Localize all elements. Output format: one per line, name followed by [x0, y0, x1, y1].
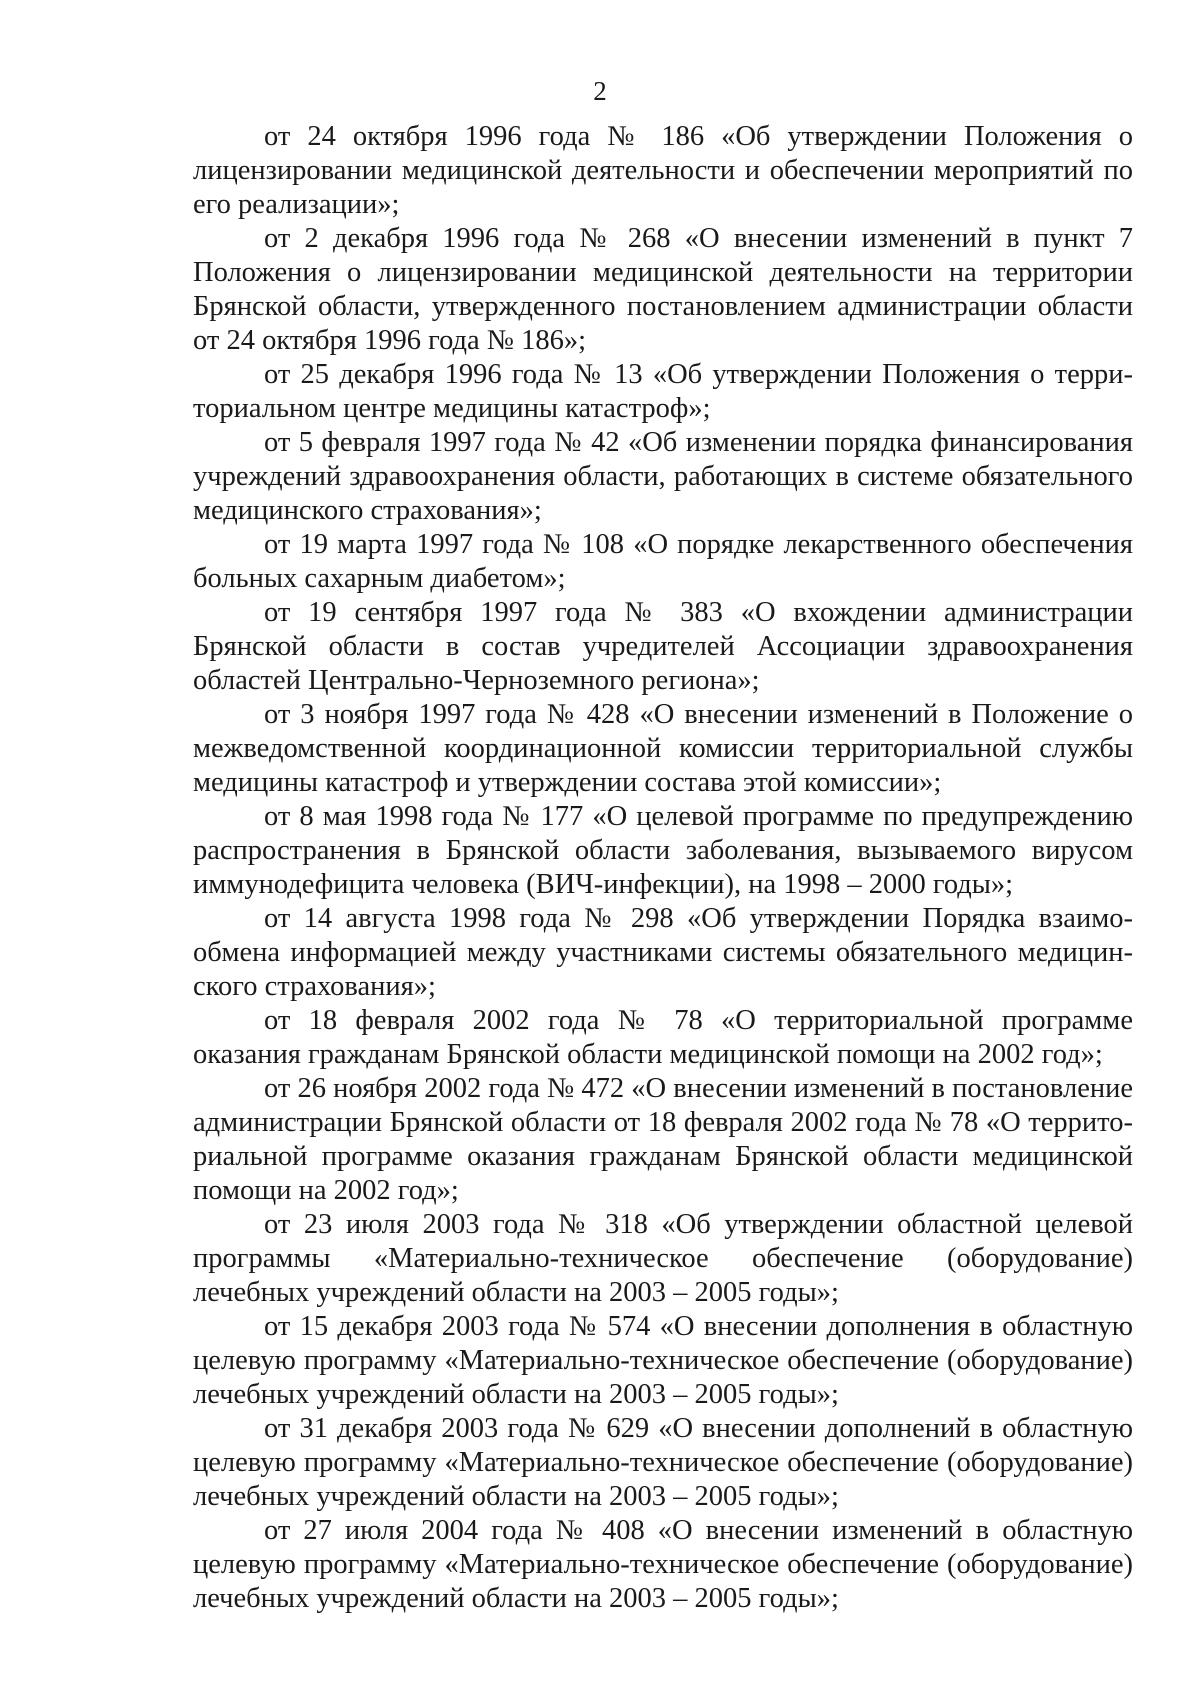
- page-number: 2: [593, 76, 607, 106]
- list-item: от 14 августа 1998 года № 298 «Об утверждении Порядка взаимообмена информацией между участниками системы обязательного медицинского страхования»;: [193, 903, 1133, 1002]
- document-body: [193, 120, 1133, 1616]
- list-item: от 19 марта 1997 года № 108 «О порядке лекарственного обеспечения больных сахарным диабетом»;: [193, 529, 1133, 594]
- list-item: от 31 декабря 2003 года № 629 «О внесении дополнений в областную целевую программу «Материально-техническое обеспечение (оборудование) лечебных учреждений области на 2003 – 2005 годы»;: [193, 1413, 1133, 1512]
- list-item: от 19 сентября 1997 года № 383 «О вхождении администрации Брянской области в состав учредителей Ассоциации здравоохранения областей Центрально-Черноземного региона»;: [193, 597, 1133, 696]
- list-item: от 2 декабря 1996 года № 268 «О внесении изменений в пункт 7 Положения о лицензировании медицинской деятельности на территории Брянской области, утвержденного постановлением администрации области от 24 октября 1996 года № 186»;: [193, 223, 1133, 356]
- list-item: от 25 декабря 1996 года № 13 «Об утверждении Положения о территориальном центре медицины катастроф»;: [193, 359, 1133, 424]
- list-item: от 26 ноября 2002 года № 472 «О внесении изменений в постановление администрации Брянской области от 18 февраля 2002 года № 78 «О территориальной программе оказания гражданам Брянской области медицинской помощи на 2002 год»;: [193, 1073, 1133, 1206]
- list-item: от 18 февраля 2002 года № 78 «О территориальной программе оказания гражданам Брянской области медицинской помощи на 2002 год»;: [193, 1005, 1133, 1070]
- list-item: от 8 мая 1998 года № 177 «О целевой программе по предупреждению распространения в Брянской области заболевания, вызываемого вирусом иммунодефицита человека (ВИЧ-инфекции), на 1998 – 2000 годы»;: [193, 801, 1133, 900]
- list-item: от 15 декабря 2003 года № 574 «О внесении дополнения в областную целевую программу «Материально-техническое обеспечение (оборудование) лечебных учреждений области на 2003 – 2005 годы»;: [193, 1311, 1133, 1410]
- list-item: от 24 октября 1996 года № 186 «Об утверждении Положения о лицензировании медицинской деятельности и обеспечении мероприятий по его реализации»;: [193, 121, 1133, 220]
- list-item: от 5 февраля 1997 года № 42 «Об изменении порядка финансирования учреждений здравоохранения области, работающих в системе обязательного медицинского страхования»;: [193, 427, 1133, 526]
- list-item: от 27 июля 2004 года № 408 «О внесении изменений в областную целевую программу «Материально-техническое обеспечение (оборудование) лечебных учреждений области на 2003 – 2005 годы»;: [193, 1515, 1133, 1614]
- list-item: от 23 июля 2003 года № 318 «Об утверждении областной целевой программы «Материально-техническое обеспечение (оборудование) лечебных учреждений области на 2003 – 2005 годы»;: [193, 1209, 1133, 1308]
- list-item: от 3 ноября 1997 года № 428 «О внесении изменений в Положение о межведомственной координационной комиссии территориальной службы медицины катастроф и утверждении состава этой комиссии»;: [193, 699, 1133, 798]
